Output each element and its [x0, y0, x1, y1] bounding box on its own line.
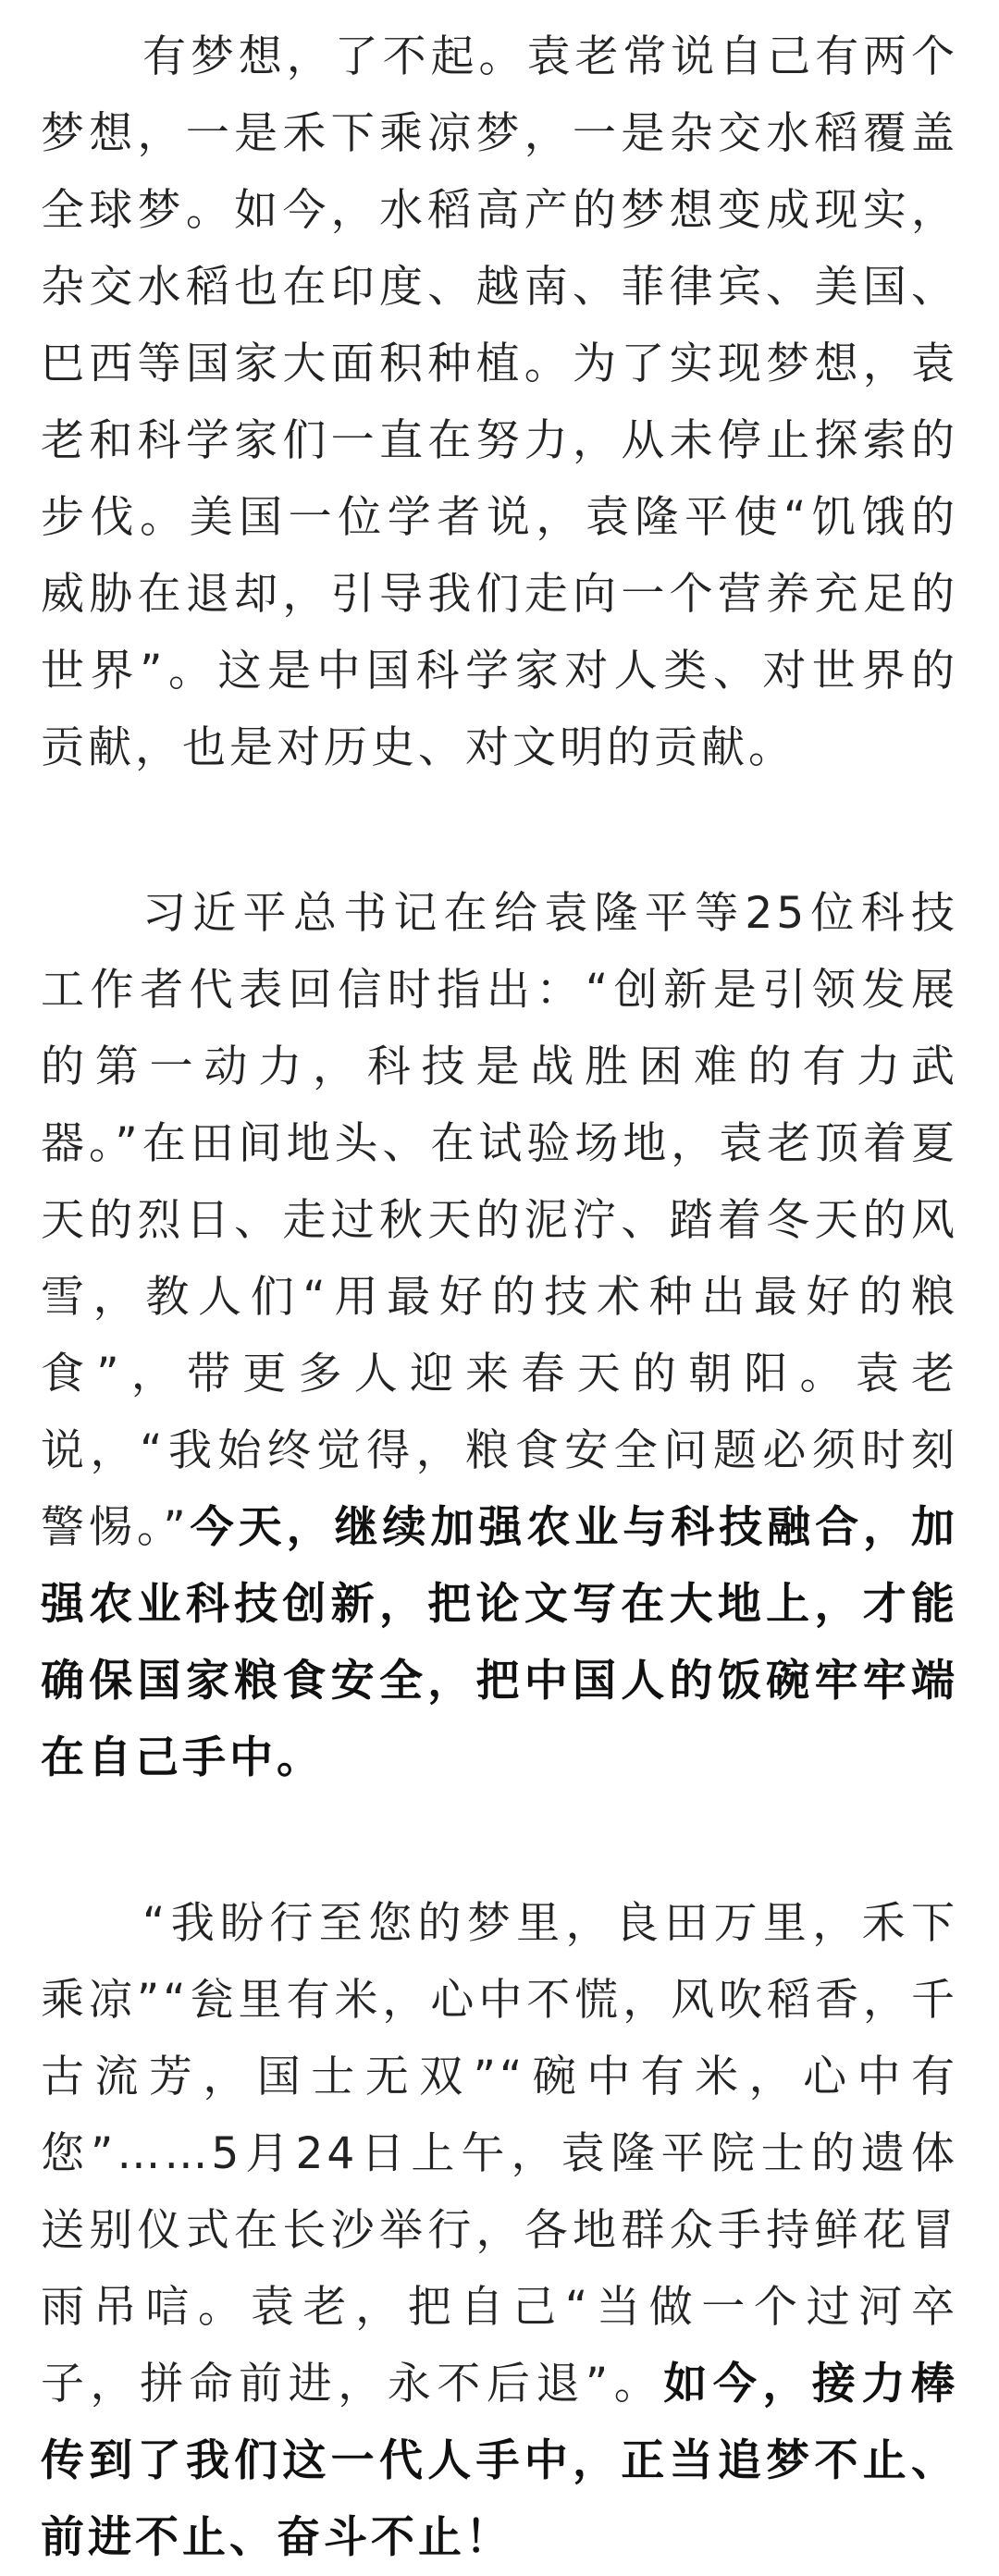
paragraph-innovation [41, 875, 958, 1796]
bold-emphasis-text: 如今，接力棒传到了我们这一代人手中，正当追梦不止、前进不止、奋斗不止！ [41, 2359, 958, 2563]
bold-emphasis-text: 今天，继续加强农业与科技融合，加强农业科技创新，把论文写在大地上，才能确保国家粮食安全，把中国人的饭碗牢牢端在自己手中。 [41, 1502, 958, 1783]
paragraph-gap [41, 786, 958, 875]
paragraph-farewell [41, 1885, 958, 2576]
paragraph-text: “我盼行至您的梦里，良田万里，禾下乘凉”“瓮里有米，心中不慌，风吹稻香，千古流芳，国士无双”“碗中有米，心中有您”……5月24日上午，袁隆平院士的遗体送别仪式在长沙举行，各地群众手持鲜花冒雨吊唁。袁老，把自己“当做一个过河卒子，拼命前进，永不后退”。 [41, 1898, 958, 2410]
article-body [41, 18, 958, 2576]
paragraph-dream [41, 18, 958, 786]
paragraph-text: 习近平总书记在给袁隆平等25位科技工作者代表回信时指出：“创新是引领发展的第一动力，科技是战胜困难的有力武器。”在田间地头、在试验场地，袁老顶着夏天的烈日、走过秋天的泥泞、踏着冬天的风雪，教人们“用最好的技术种出最好的粮食”，带更多人迎来春天的朝阳。袁老说，“我始终觉得，粮食安全问题必须时刻警惕。” [41, 888, 958, 1553]
paragraph-gap [41, 1796, 958, 1885]
paragraph-text: 有梦想，了不起。袁老常说自己有两个梦想，一是禾下乘凉梦，一是杂交水稻覆盖全球梦。如今，水稻高产的梦想变成现实，杂交水稻也在印度、越南、菲律宾、美国、巴西等国家大面积种植。为了实现梦想，袁老和科学家们一直在努力，从未停止探索的步伐。美国一位学者说，袁隆平使“饥饿的威胁在退却，引导我们走向一个营养充足的世界”。这是中国科学家对人类、对世界的贡献，也是对历史、对文明的贡献。 [41, 31, 958, 773]
